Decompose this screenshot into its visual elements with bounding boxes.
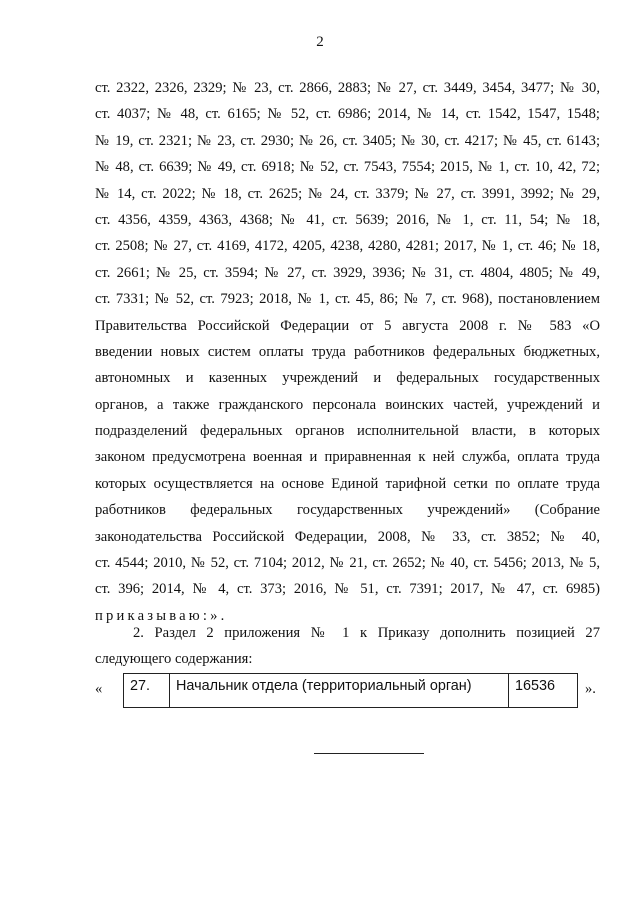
opening-quote: « [95, 681, 103, 697]
table-row [124, 674, 578, 708]
text-line: приказываю:». [95, 607, 228, 624]
text-line: ст. 4544; 2010, № 52, ст. 7104; 2012, № 21, ст. 2652; № 40, ст. 5456; 2013, № 5, [95, 555, 600, 572]
legal-references-paragraph [95, 75, 600, 629]
text-line: ст. 2508; № 27, ст. 4169, 4172, 4205, 4238, 4280, 4281; 2017, № 1, ст. 46; № 18, [95, 238, 600, 255]
amendment-paragraph [95, 620, 600, 673]
text-line: № 14, ст. 2022; № 18, ст. 2625; № 24, ст. 3379; № 27, ст. 3991, 3992; № 29, [95, 185, 600, 202]
text-line: которых осуществляется на основе Единой тарифной сетки по оплате труда [95, 475, 600, 492]
position-number-cell: 27. [124, 674, 170, 708]
text-line: ст. 7331; № 52, ст. 7923; 2018, № 1, ст. 45, 86; № 7, ст. 968), постановлением [95, 291, 600, 308]
text-line: 2. Раздел 2 приложения № 1 к Приказу дополнить позицией 27 [133, 625, 600, 641]
text-line: ст. 2661; № 25, ст. 3594; № 27, ст. 3929, 3936; № 31, ст. 4804, 4805; № 49, [95, 264, 600, 281]
text-line: ст. 4037; № 48, ст. 6165; № 52, ст. 6986; 2014, № 14, ст. 1542, 1547, 1548; [95, 106, 600, 123]
salary-value-cell: 16536 [509, 674, 578, 708]
text-line: законодательства Российской Федерации, 2008, № 33, ст. 3852; № 40, [95, 528, 600, 545]
text-line: введении новых систем оплаты труда работников федеральных бюджетных, [95, 343, 600, 360]
text-line: ст. 396; 2014, № 4, ст. 373; 2016, № 51, ст. 7391; 2017, № 47, ст. 6985) [95, 581, 600, 598]
end-divider [314, 753, 424, 754]
text-line: автономных и казенных учреждений и федеральных государственных [95, 370, 600, 387]
text-line: ст. 2322, 2326, 2329; № 23, ст. 2866, 2883; № 27, ст. 3449, 3454, 3477; № 30, [95, 80, 600, 96]
position-title-cell: Начальник отдела (территориальный орган) [170, 674, 509, 708]
text-line: органов, а также гражданского персонала воинских частей, учреждений и [95, 396, 600, 413]
text-line: следующего содержания: [95, 651, 253, 668]
text-line: № 19, ст. 2321; № 23, ст. 2930; № 26, ст. 3405; № 30, ст. 4217; № 45, ст. 6143; [95, 132, 600, 149]
text-line: ст. 4356, 4359, 4363, 4368; № 41, ст. 5639; 2016, № 1, ст. 11, 54; № 18, [95, 211, 600, 228]
text-line: Правительства Российской Федерации от 5 августа 2008 г. № 583 «О [95, 317, 600, 334]
text-line: законом предусмотрена военная и приравненная к ней служба, оплата труда [95, 449, 600, 466]
text-line: № 48, ст. 6639; № 49, ст. 6918; № 52, ст. 7543, 7554; 2015, № 1, ст. 10, 42, 72; [95, 159, 600, 176]
page-number: 2 [316, 34, 324, 50]
position-table [123, 673, 578, 708]
text-line: подразделений федеральных органов исполнительной власти, в которых [95, 423, 600, 440]
text-line: работников федеральных государственных учреждений» (Собрание [95, 502, 600, 519]
inserted-position-row [95, 673, 610, 705]
closing-quote: ». [585, 681, 596, 697]
